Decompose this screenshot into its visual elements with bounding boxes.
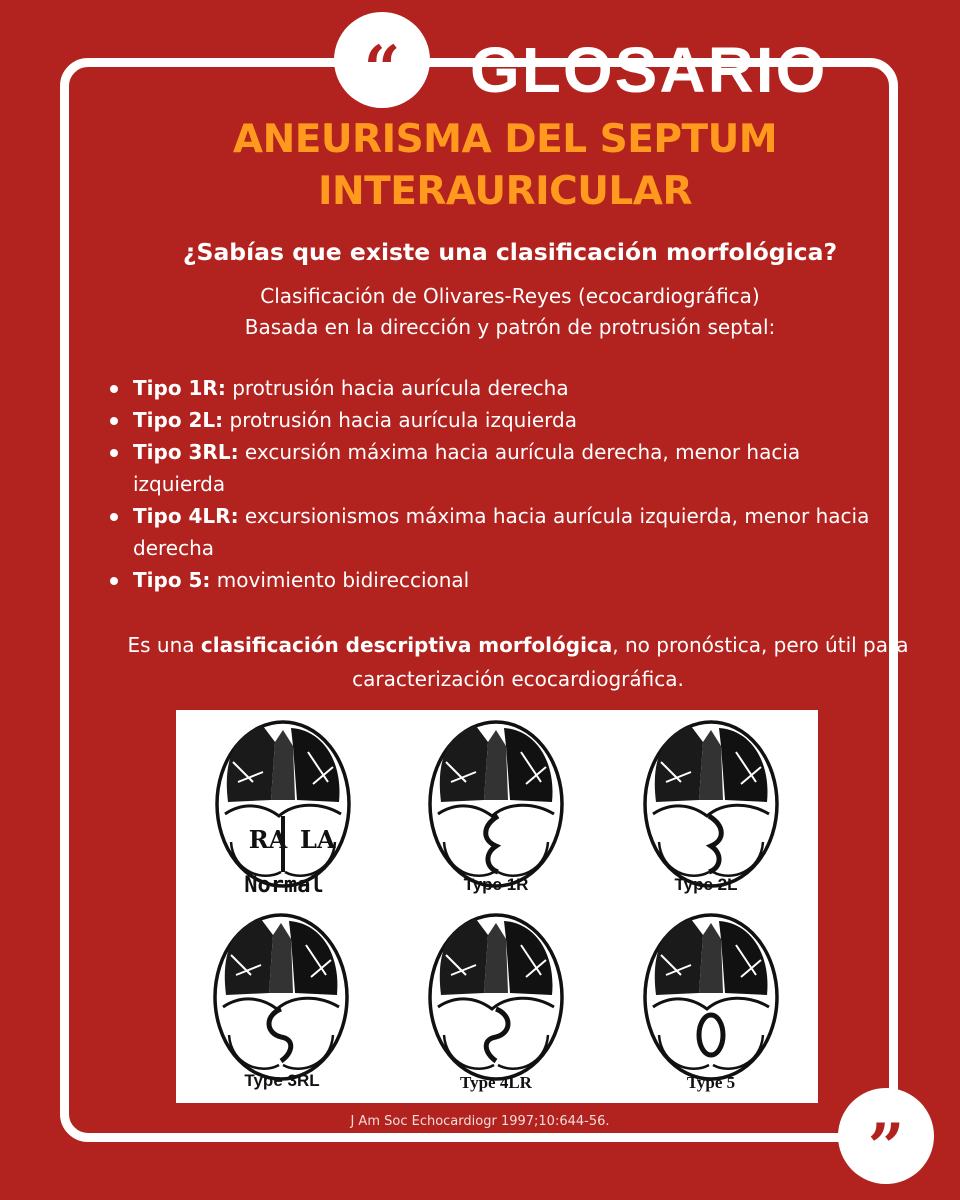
note-bold: clasificación descriptiva morfológica xyxy=(200,633,613,657)
type-label: Tipo 2L: xyxy=(133,408,224,432)
type-label: Tipo 3RL: xyxy=(133,440,239,464)
type-list-item xyxy=(106,500,896,564)
type-description: movimiento bidireccional xyxy=(210,568,470,592)
type-description: excursión máxima hacia aurícula derecha, menor hacia izquierda xyxy=(133,440,801,496)
intro-line-2: Basada en la dirección y patrón de protrusión septal: xyxy=(244,315,776,339)
label-normal: Normal xyxy=(244,873,324,898)
page-title: GLOSARIO xyxy=(470,34,828,106)
heart-type-1r-icon xyxy=(430,722,562,886)
label-type-3rl: Type 3RL xyxy=(244,1071,320,1090)
type-label: Tipo 4LR: xyxy=(133,504,239,528)
close-quote-glyph: ” xyxy=(867,1110,905,1185)
label-type-4lr: Type 4LR xyxy=(460,1073,532,1092)
open-quote-glyph: “ xyxy=(363,32,401,107)
note-prefix: Es una xyxy=(127,633,201,657)
type-list-item xyxy=(106,564,896,596)
question-heading: ¿Sabías que existe una clasificación morfológica? xyxy=(182,238,838,266)
heart-type-3rl-icon xyxy=(215,915,347,1079)
la-label: LA xyxy=(300,825,336,854)
label-type-2l: Type 2L xyxy=(674,875,738,894)
heart-type-2l-icon xyxy=(645,722,777,886)
close-quote-icon xyxy=(838,1088,934,1184)
type-list xyxy=(106,372,896,596)
subtitle-line-1: ANEURISMA DEL SEPTUM xyxy=(232,117,778,162)
intro-line-1: Clasificación de Olivares-Reyes (ecocardiográfica) xyxy=(260,284,760,308)
type-label: Tipo 5: xyxy=(133,568,211,592)
citation-caption: J Am Soc Echocardiogr 1997;10:644-56. xyxy=(350,1114,610,1129)
heart-type-4lr-icon xyxy=(430,915,562,1079)
label-type-1r: Type 1R xyxy=(463,875,529,894)
type-description: protrusión hacia aurícula derecha xyxy=(225,376,569,400)
heart-normal-icon xyxy=(217,722,349,886)
intro-text xyxy=(100,281,920,343)
heart-diagrams xyxy=(176,710,818,1103)
ra-label: RA xyxy=(248,825,288,854)
type-description: excursionismos máxima hacia aurícula izquierda, menor hacia derecha xyxy=(133,504,870,560)
heart-type-5-icon xyxy=(645,915,777,1079)
page-subtitle xyxy=(150,114,860,218)
type-description: protrusión hacia aurícula izquierda xyxy=(223,408,578,432)
label-type-5: Type 5 xyxy=(686,1073,736,1092)
type-list-item xyxy=(106,436,896,500)
subtitle-line-2: INTERAURICULAR xyxy=(318,169,692,214)
open-quote-icon xyxy=(334,12,430,108)
classification-figure xyxy=(176,710,818,1103)
note-suffix: , no pronóstica, pero útil para caracterización ecocardiográfica. xyxy=(352,633,909,691)
type-list-item xyxy=(106,404,896,436)
type-list-item xyxy=(106,372,896,404)
type-label: Tipo 1R: xyxy=(133,376,226,400)
note-paragraph xyxy=(88,628,948,696)
